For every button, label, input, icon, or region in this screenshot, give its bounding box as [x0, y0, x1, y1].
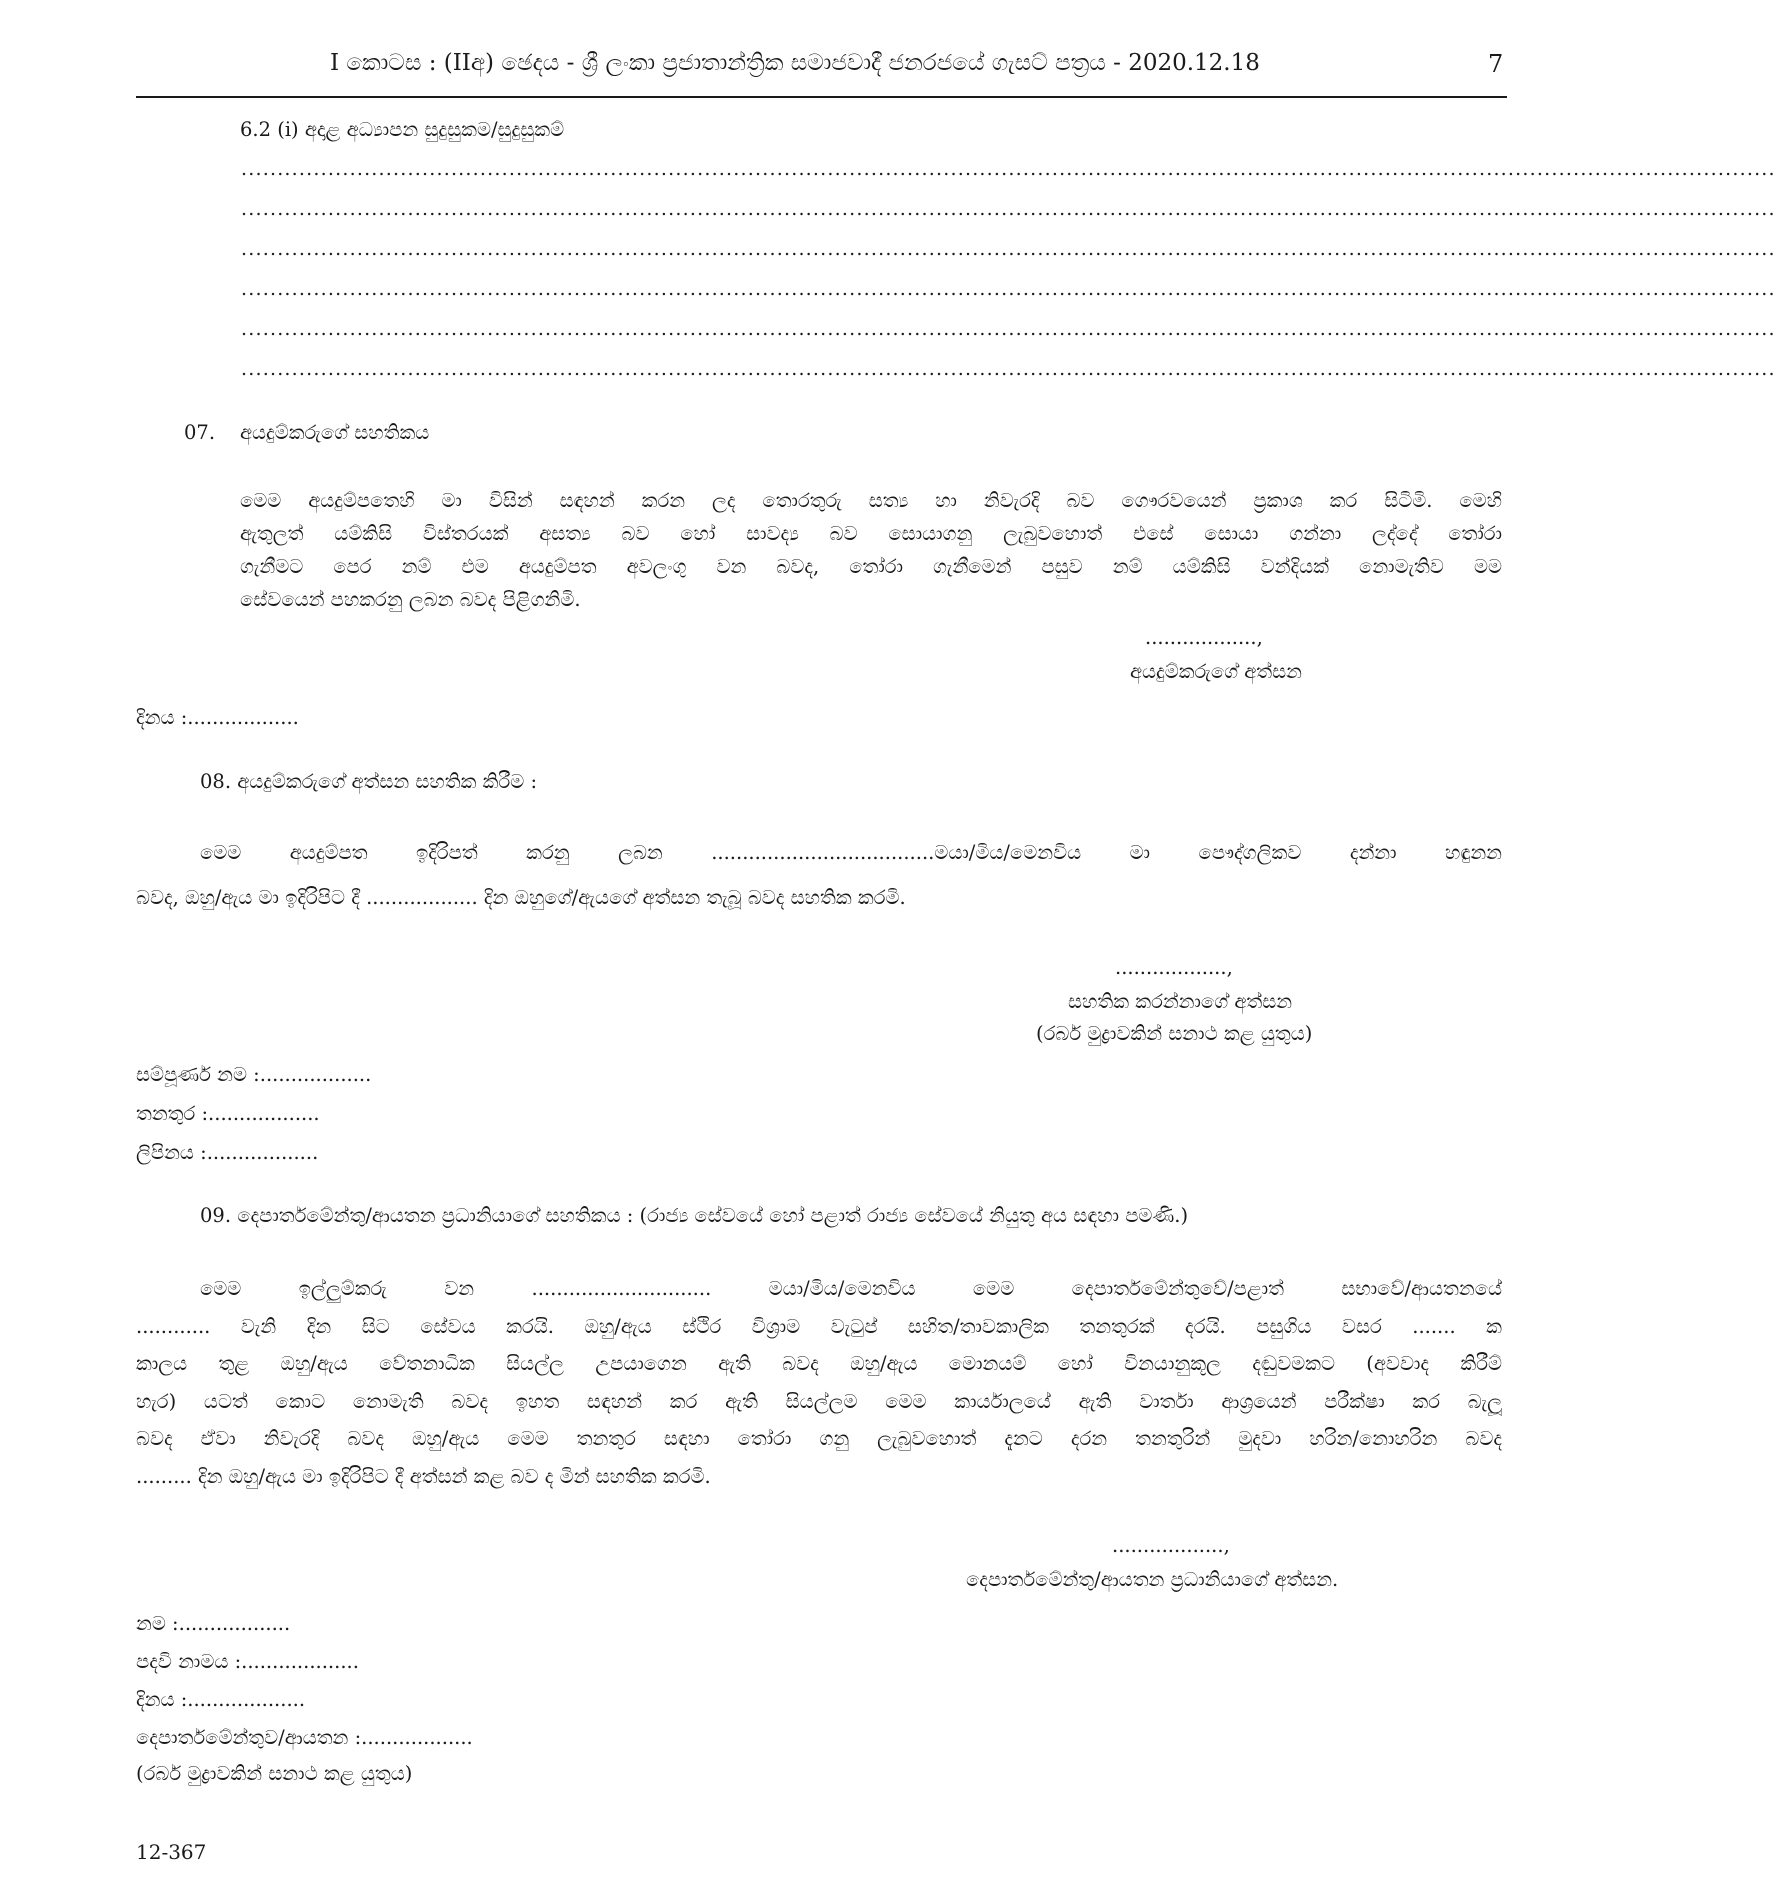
paragraph-line: බවද ඒවා නිවැරදි බවද ඔහු/ඇය මෙම තනතුර සඳහා තෝරා ගනු ලැබුවහොත් දැනට දරන තනතුරින් මුදවා හරින/නොහරින බවද	[136, 1427, 1502, 1450]
paragraph-line: කාලය තුළ ඔහු/ඇය වේතනාධික සියල්ල උපයාගෙන ඇති බවද ඔහු/ඇය මොනයම් හෝ විනයානුකූල දඬුවමකට (අවවාද කිරීම්	[136, 1352, 1502, 1375]
paragraph-line: මෙම අයදුම්පත ඉදිරිපත් කරනු ලබන ....................................මයා/මිය/මෙනවිය මා පෞද්ගලිකව දන්නා හඳුනන	[200, 841, 1502, 864]
date-field[interactable]: දිනය :..................	[136, 706, 299, 729]
header-rule	[136, 96, 1507, 98]
paragraph-line: සේවයෙන් පහකරනු ලබන බවද පිළිගනිමි.	[240, 588, 581, 611]
paragraph-line: ............ වැනි දින සිට සේවය කරයි. ඔහු/ඇය ස්ථිර විශ්‍රාම වැටුප් සහිත/තාවකාලික තනතුරක් දරයි. පසුගිය වසර ....... ක	[136, 1314, 1502, 1338]
paragraph-line: බවද, ඔහු/ඇය මා ඉදිරිපිට දී .................. දින ඔහුගේ/ඇයගේ අත්සන තැබූ බවද සහතික කරමි.	[136, 886, 906, 909]
applicant-signature-label: අයදුම්කරුගේ අත්සන	[1130, 660, 1302, 683]
answer-dot-line[interactable]: ....................................................................................................................................................................................................................	[241, 358, 1776, 380]
paragraph-line: මෙම ඉල්ලුම්කරු වන ............................. මයා/මිය/මෙනවිය මෙම දෙපාර්තමේන්තුවේ/පළාත් සභාවේ/ආයතනයේ	[200, 1277, 1502, 1300]
paragraph-line: ගැනීමට පෙර නම් එම අයදුම්පත අවලංගු වන බවද, තෝරා ගැනීමෙන් පසුව නම් යම්කිසි වන්දියක් නොමැතිව මම	[240, 555, 1502, 578]
paragraph-line: හැර) යටත් කොට නොමැති බවද ඉහත සඳහන් කර ඇති සියල්ලම මෙම කාර්යාලයේ ඇති වාර්තා ආශ්‍රයෙන් පරීක්ෂා කර බැලූ	[136, 1389, 1502, 1413]
full-name-field[interactable]: සම්පූර්ණ නම :..................	[136, 1063, 372, 1086]
answer-dot-line[interactable]: ....................................................................................................................................................................................................................	[241, 238, 1776, 260]
section-07-paragraph	[240, 484, 1502, 616]
head-signature-label: දෙපාර්තමේන්තු/ආයතන ප්‍රධානියාගේ අත්සන.	[966, 1568, 1339, 1591]
stamp-note: (රබර් මුද්‍රාවකින් සනාථ කළ යුතුය)	[1036, 1022, 1313, 1045]
head-signature-line[interactable]: ..................,	[1112, 1534, 1230, 1557]
section-6-2-heading: 6.2 (i) අදාළ අධ්‍යාපන සුදුසුකම/සුදුසුකම්	[240, 118, 565, 141]
designation-field[interactable]: තනතුර :..................	[136, 1102, 320, 1125]
date-field[interactable]: දිනය :...................	[136, 1688, 306, 1711]
page-number: 7	[1488, 50, 1504, 78]
certifier-signature-line[interactable]: ..................,	[1115, 956, 1233, 979]
section-09-paragraph	[136, 1270, 1502, 1495]
paragraph-line: මෙම අයදුම්පතෙහි මා විසින් සඳහන් කරන ලද තොරතුරු සත්‍ය හා නිවැරදි බව ගෞරවයෙන් ප්‍රකාශ කර සිටිමි. මෙහි	[240, 489, 1502, 512]
answer-dot-line[interactable]: ....................................................................................................................................................................................................................	[241, 198, 1776, 220]
department-field[interactable]: දෙපාර්තමේන්තුව/ආයතන :..................	[136, 1726, 473, 1749]
stamp-note: (රබර් මුද්‍රාවකින් සනාථ කළ යුතුය)	[136, 1762, 413, 1785]
answer-dot-line[interactable]: ....................................................................................................................................................................................................................	[241, 278, 1776, 300]
paragraph-line: ......... දින ඔහු/ඇය මා ඉදිරිපිට දී අත්සන් කළ බව ද මින් සහතික කරමි.	[136, 1464, 711, 1488]
section-08-paragraph	[136, 836, 1502, 914]
address-field[interactable]: ලිපිනය :..................	[136, 1141, 319, 1164]
section-07-number: 07.	[184, 421, 216, 444]
name-field[interactable]: නම :..................	[136, 1612, 291, 1635]
section-09-heading: 09. දෙපාර්තමේන්තු/ආයතන ප්‍රධානියාගේ සහතිකය : (රාජ්‍ය සේවයේ හෝ පළාත් රාජ්‍ය සේවයේ නියුතු අය සඳහා පමණි.)	[200, 1204, 1189, 1227]
section-08-heading: 08. අයදුම්කරුගේ අත්සන සහතික කිරීම :	[200, 770, 538, 793]
paragraph-line: ඇතුලත් යම්කිසි විස්තරයක් අසත්‍ය බව හෝ සාවද්‍ය බව සොයාගනු ලැබුවහොත් එසේ සොයා ගන්නා ලද්දේ තෝරා	[240, 522, 1502, 545]
applicant-signature-line[interactable]: ..................,	[1145, 626, 1263, 649]
section-07-heading: අයදුම්කරුගේ සහතිකය	[240, 421, 430, 444]
header-title: I කොටස : (IIඅ) ඡෙදය - ශ්‍රී ලංකා ප්‍රජාතාන්ත්‍රික සමාජවාදී ජනරජයේ ගැසට් පත්‍රය - 2020.12.18	[330, 50, 1260, 76]
title-field[interactable]: පදවි නාමය :...................	[136, 1650, 359, 1673]
answer-dot-line[interactable]: ....................................................................................................................................................................................................................	[241, 158, 1776, 180]
footer-code: 12-367	[136, 1840, 207, 1864]
certifier-signature-label: සහතික කරන්නාගේ අත්සන	[1068, 990, 1293, 1013]
answer-dot-line[interactable]: ....................................................................................................................................................................................................................	[241, 318, 1776, 340]
